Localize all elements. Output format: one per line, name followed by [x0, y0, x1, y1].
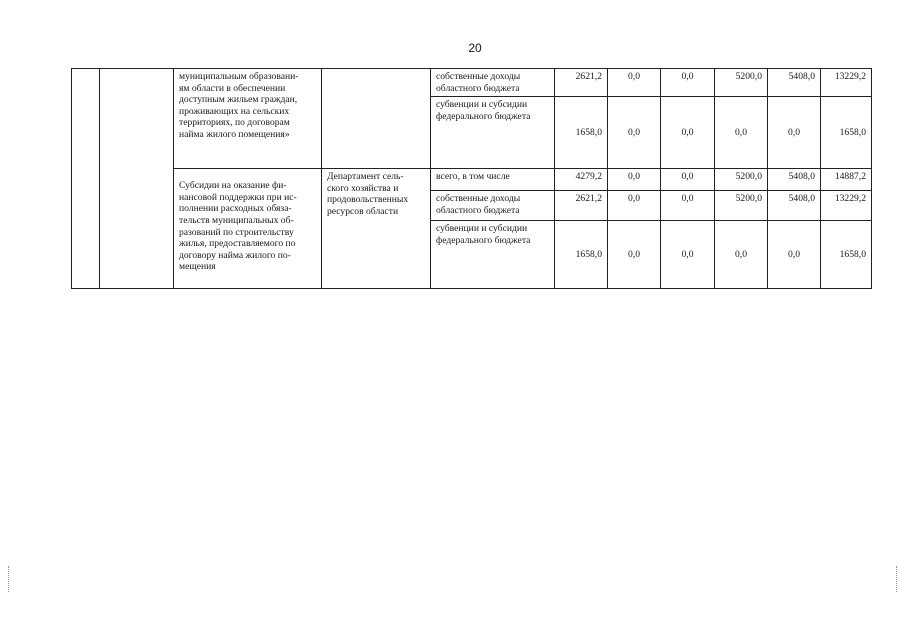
- funding-source-cell: собственные доходы областного бюджета: [431, 191, 555, 221]
- amount-cell: 5408,0: [768, 169, 821, 191]
- scan-edge-mark-right: [896, 566, 898, 592]
- amount-cell: 1658,0: [555, 97, 608, 169]
- amount-cell: 0,0: [661, 97, 715, 169]
- amount-cell: 0,0: [661, 191, 715, 221]
- total-cell: 13229,2: [821, 69, 872, 97]
- amount-cell: 0,0: [768, 97, 821, 169]
- amount-cell: 0,0: [608, 69, 661, 97]
- funding-source-cell: всего, в том числе: [431, 169, 555, 191]
- amount-cell: 0,0: [661, 169, 715, 191]
- total-cell: 1658,0: [821, 97, 872, 169]
- number-cell: [72, 69, 100, 289]
- total-cell: 14887,2: [821, 169, 872, 191]
- executor-cell: Департамент сель- ского хозяйства и продовольственных ресурсов области: [322, 169, 431, 289]
- amount-cell: 0,0: [715, 221, 768, 289]
- amount-cell: 5200,0: [715, 191, 768, 221]
- amount-cell: 0,0: [608, 169, 661, 191]
- scan-edge-mark-left: [8, 566, 10, 592]
- funding-source-cell: субвенции и субсидии федерального бюджета: [431, 221, 555, 289]
- total-cell: 13229,2: [821, 191, 872, 221]
- table-row: [72, 169, 872, 191]
- amount-cell: 5408,0: [768, 69, 821, 97]
- amount-cell: 2621,2: [555, 69, 608, 97]
- executor-cell: [322, 69, 431, 169]
- table-row: [72, 69, 872, 97]
- amount-cell: 0,0: [715, 97, 768, 169]
- amount-cell: 5200,0: [715, 169, 768, 191]
- amount-cell: 2621,2: [555, 191, 608, 221]
- amount-cell: 0,0: [608, 191, 661, 221]
- amount-cell: 4279,2: [555, 169, 608, 191]
- amount-cell: 0,0: [661, 69, 715, 97]
- funding-source-cell: собственные доходы областного бюджета: [431, 69, 555, 97]
- amount-cell: 0,0: [661, 221, 715, 289]
- budget-table: [71, 68, 872, 289]
- amount-cell: 1658,0: [555, 221, 608, 289]
- measure-description-cell: Субсидии на оказание фи- нансовой поддержки при ис- полнении расходных обяза- тельств муниципальных об- разований по строительству жилья, предоставляемого по договору найма жилого по- мещения: [174, 169, 322, 289]
- funding-source-cell: субвенции и субсидии федерального бюджета: [431, 97, 555, 169]
- total-cell: 1658,0: [821, 221, 872, 289]
- page-number: 20: [468, 41, 482, 55]
- amount-cell: 0,0: [608, 221, 661, 289]
- amount-cell: 0,0: [608, 97, 661, 169]
- amount-cell: 5408,0: [768, 191, 821, 221]
- code-cell: [100, 69, 174, 289]
- measure-description-cell: муниципальным образовани- ям области в обеспечении доступным жильем граждан, проживающих на сельских территориях, по договорам найма жилого помещения»: [174, 69, 322, 169]
- amount-cell: 0,0: [768, 221, 821, 289]
- amount-cell: 5200,0: [715, 69, 768, 97]
